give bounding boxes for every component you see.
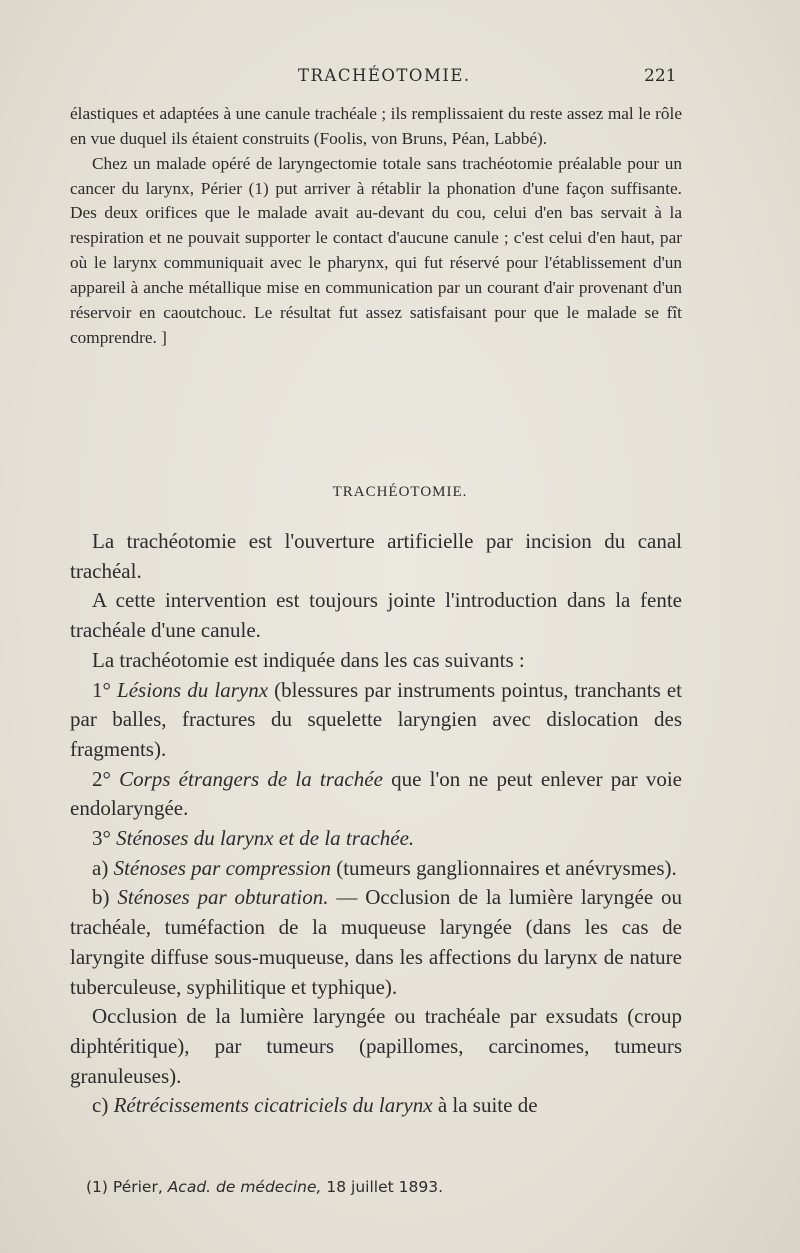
sub-label: b) [92,885,110,910]
footnote-date: 18 juillet 1893. [326,1178,444,1196]
footnote [86,1178,686,1196]
paragraph-canule: A cette intervention est toujours jointe l'introduction dans la fente trachéale d'une canule. [70,588,682,643]
page-header [0,66,800,90]
sub-text: — Occlusion de la lumière laryngée ou trachéale, tuméfaction de la muqueuse laryngée (dans les cas de laryngite diffuse sous-muqueuse, dans les affections du larynx de nature tuberculeuse, syphilitique et typhique). [70,885,683,999]
list-item-1 [70,676,682,765]
section-body [70,527,682,1121]
sub-label: c) [92,1093,109,1118]
item-text: que l'on ne peut enlever par voie endolaryngée. [70,766,682,821]
sub-item-a [70,854,682,884]
intro-paragraph-1: élastiques et adaptées à une canule trachéale ; ils remplissaient du reste assez mal le rôle en vue duquel ils étaient construits (Foolis, von Bruns, Péan, Labbé). [70,104,682,148]
sub-item-b-continued: Occlusion de la lumière laryngée ou trachéale par exsudats (croup diphtéritique), par tumeurs (papillomes, carcinomes, tumeurs granuleuses). [70,1004,682,1088]
list-item-2 [70,765,682,824]
item-title: Corps étrangers de la trachée [119,766,383,791]
sub-title: Rétrécissements cicatriciels du larynx [113,1093,433,1118]
intro-text [70,102,682,350]
sub-item-b [70,883,682,1002]
sub-text: à la suite de [437,1093,538,1118]
footnote-source: Acad. de médecine, [167,1178,322,1196]
running-title: TRACHÉOTOMIE. [298,66,471,85]
item-title: Sténoses du larynx et de la trachée. [116,826,415,851]
sub-text: (tumeurs ganglionnaires et anévrysmes). [336,855,677,880]
item-number: 1° [92,677,111,702]
item-text: (blessures par instruments pointus, tranchants et par balles, fractures du squelette laryngien avec dislocation des fragments). [70,677,683,761]
item-title: Lésions du larynx [117,677,269,702]
sub-title: Sténoses par compression [113,855,331,880]
sub-title: Sténoses par obturation. [117,885,329,910]
intro-paragraph-2: Chez un malade opéré de laryngectomie totale sans trachéotomie préalable pour un cancer du larynx, Périer (1) put arriver à rétablir la phonation d'une façon suffisante. Des deux orifices que le malade avait au-devant du cou, celui d'en bas servait à la respiration et ne pouvait supporter le contact d'aucune canule ; c'est celui d'en haut, par où le larynx communiquait avec le pharynx, qui fut réservé pour l'établissement d'un appareil à anche métallique mise en communication par un courant d'air provenant d'un réservoir en caoutchouc. Le résultat fut assez satisfaisant pour que le malade se fît comprendre. ] [70,153,682,347]
paragraph-definition: La trachéotomie est l'ouverture artificielle par incision du canal trachéal. [70,529,682,583]
paragraph-indications: La trachéotomie est indiquée dans les cas suivants : [92,647,525,672]
page-number: 221 [644,66,677,86]
item-number: 3° [92,826,111,851]
section-title: TRACHÉOTOMIE. [332,484,468,500]
footnote-marker: (1) [86,1178,108,1196]
sub-item-c [70,1091,682,1121]
list-item-3 [70,824,682,854]
footnote-author: Périer, [112,1178,163,1196]
item-number: 2° [92,766,111,791]
sub-label: a) [92,855,109,880]
